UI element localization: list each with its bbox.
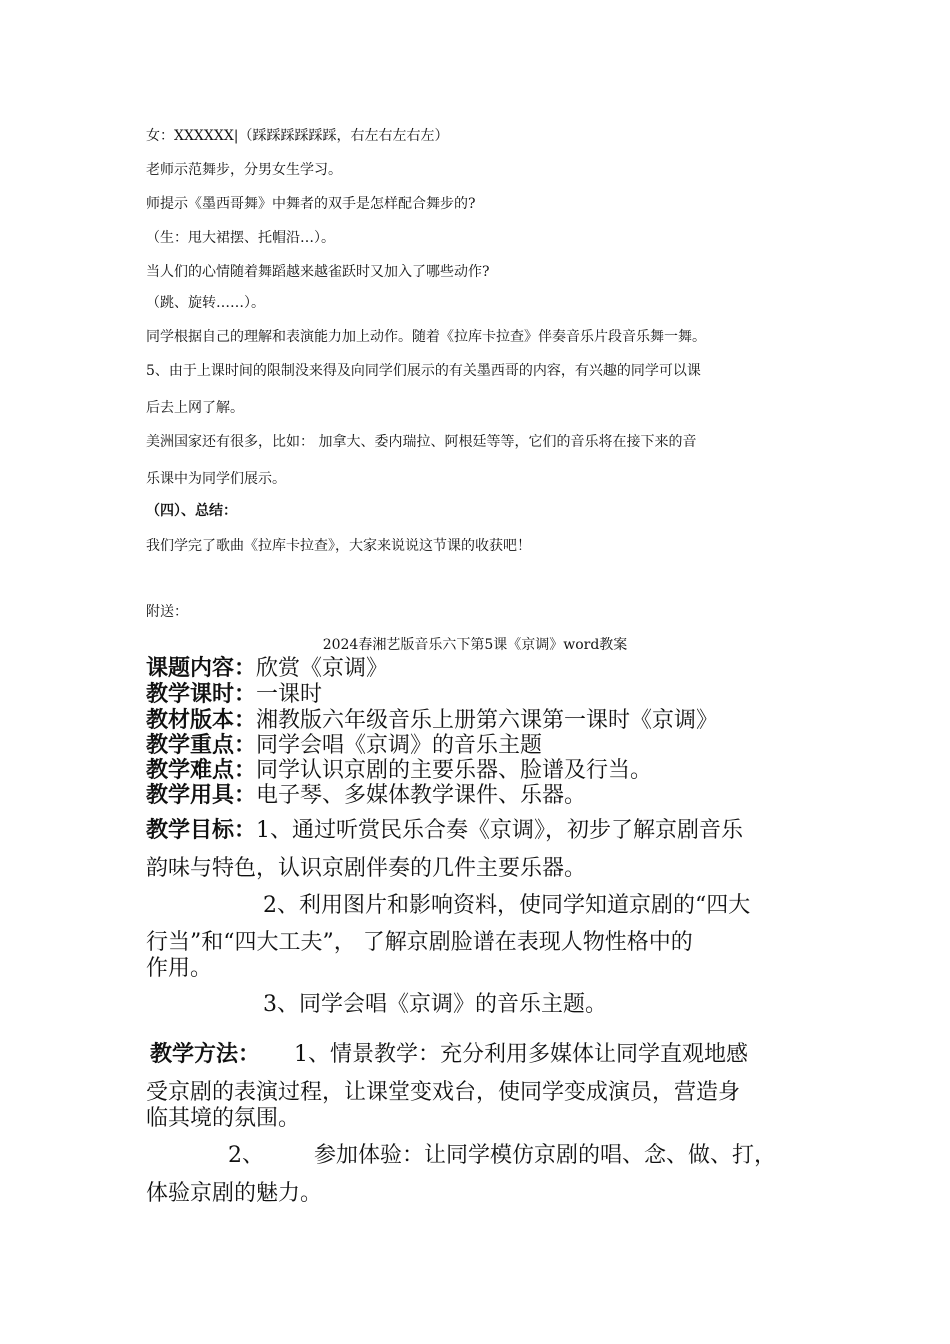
document-title: 2024春湘艺版音乐六下第5课《京调》word教案 [322, 637, 628, 653]
meta-label: 课题内容： [146, 656, 257, 681]
paragraph-line: （跳、旋转……）。 [146, 295, 265, 311]
meta-value: 一课时 [256, 682, 323, 707]
meta-line-tools [146, 783, 586, 809]
paragraph-line: （生：甩大裙摆、托帽沿…）。 [146, 230, 335, 246]
meta-value: 同学会唱《京调》的音乐主题 [256, 733, 543, 758]
method-item: 1、情景教学：充分利用多媒体让同学直观地感 [294, 1042, 749, 1067]
goal-item: 2、利用图片和影响资料，使同学知道京剧的“四大 [263, 893, 751, 918]
methods-line [150, 1042, 748, 1068]
goal-item: 行当”和“四大工夫”， 了解京剧脸谱在表现人物性格中的 [146, 930, 693, 955]
method-item-number: 2、 [228, 1143, 264, 1168]
goal-item: 3、同学会唱《京调》的音乐主题。 [263, 992, 607, 1017]
meta-line-hours [146, 682, 322, 708]
methods-label: 教学方法： [150, 1042, 261, 1067]
goal-item: 作用。 [146, 956, 213, 981]
method-item: 参加体验：让同学模仿京剧的唱、念、做、打， [314, 1143, 777, 1168]
method-item: 体验京剧的魅力。 [146, 1181, 323, 1206]
paragraph-line: 我们学完了歌曲《拉库卡拉查》，大家来说说这节课的收获吧！ [146, 538, 531, 554]
method-item: 临其境的氛围。 [146, 1106, 301, 1131]
meta-line-focus [146, 733, 542, 759]
meta-label: 教学课时： [146, 682, 257, 707]
meta-line-difficulty [146, 758, 652, 784]
meta-value: 电子琴、多媒体教学课件、乐器。 [256, 783, 587, 808]
paragraph-line: 女：XXXXXX|（踩踩踩踩踩踩，右左右左右左） [146, 128, 449, 144]
paragraph-line: 当人们的心情随着舞蹈越来越雀跃时又加入了哪些动作? [146, 264, 490, 280]
meta-label: 教材版本： [146, 708, 257, 733]
meta-label: 教学难点： [146, 758, 257, 783]
section-heading-summary: （四）、总结： [146, 503, 237, 519]
meta-line-topic [146, 656, 388, 682]
method-item: 受京剧的表演过程，让课堂变戏台，使同学变成演员，营造身 [146, 1080, 741, 1105]
paragraph-line: 师提示《墨西哥舞》中舞者的双手是怎样配合舞步的? [146, 196, 476, 212]
meta-value: 同学认识京剧的主要乐器、脸谱及行当。 [256, 758, 653, 783]
paragraph-line: 老师示范舞步，分男女生学习。 [146, 162, 342, 178]
paragraph-line: 5、由于上课时间的限制没来得及向同学们展示的有关墨西哥的内容，有兴趣的同学可以课 [146, 363, 701, 379]
goal-item: 韵味与特色，认识京剧伴奏的几件主要乐器。 [146, 856, 587, 881]
goals-label: 教学目标： [146, 818, 257, 843]
paragraph-line: 乐课中为同学们展示。 [146, 471, 286, 487]
goals-line [146, 818, 743, 844]
meta-label: 教学重点： [146, 733, 257, 758]
meta-value: 湘教版六年级音乐上册第六课第一课时《京调》 [256, 708, 719, 733]
meta-value: 欣赏《京调》 [256, 656, 389, 681]
appendix-label: 附送： [146, 604, 188, 620]
meta-label: 教学用具： [146, 783, 257, 808]
meta-line-edition [146, 708, 718, 734]
paragraph-line: 美洲国家还有很多，比如： 加拿大、委内瑞拉、阿根廷等等，它们的音乐将在接下来的音 [146, 434, 697, 450]
goal-item: 1、通过听赏民乐合奏《京调》，初步了解京剧音乐 [256, 818, 744, 843]
paragraph-line: 后去上网了解。 [146, 400, 244, 416]
paragraph-line: 同学根据自己的理解和表演能力加上动作。随着《拉库卡拉查》伴奏音乐片段音乐舞一舞。 [146, 329, 706, 345]
